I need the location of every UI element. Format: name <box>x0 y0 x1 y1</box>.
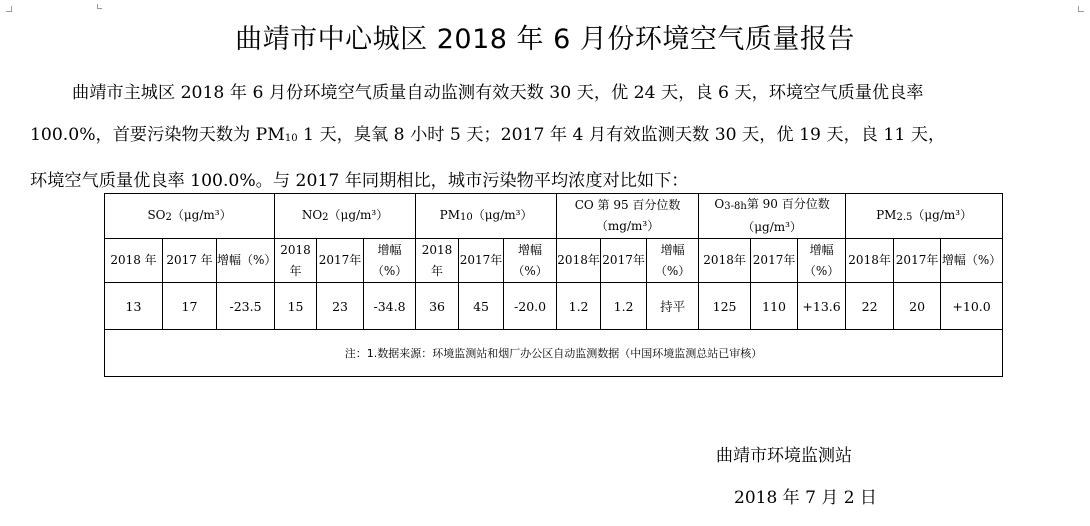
subheader-cell: 2017年 <box>894 239 941 283</box>
subheader-cell: 增幅（%） <box>217 239 275 283</box>
subheader-cell: 2018年 <box>416 239 459 283</box>
subheader-cell: 增幅（%） <box>941 239 1003 283</box>
subheader-cell: 2017 年 <box>163 239 217 283</box>
report-title: 曲靖市中心城区 2018 年 6 月份环境空气质量报告 <box>235 24 855 55</box>
report-paragraph <box>30 72 1080 202</box>
value-cell: +10.0 <box>941 283 1003 330</box>
value-cell: -34.8 <box>364 283 416 330</box>
subheader-cell: 2017年 <box>601 239 647 283</box>
value-cell: 22 <box>846 283 894 330</box>
paragraph-line-3: 环境空气质量优良率 100.0%。与 2017 年同期相比，城市污染物平均浓度对比如下： <box>30 171 689 191</box>
subheader-cell: 2017年 <box>317 239 364 283</box>
table-note-row <box>105 330 1003 377</box>
header-so2: $SO_2(\mu g/m^3)$ <box>105 194 275 239</box>
value-cell: 125 <box>699 283 751 330</box>
subheader-cell: 增幅（%） <box>504 239 557 283</box>
table-year-row <box>105 239 1003 283</box>
header-o3: $O_{3-8h}$第 90 百分位数（μg/m³） <box>699 194 846 239</box>
subheader-cell: 2018年 <box>846 239 894 283</box>
value-cell: 1.2 <box>601 283 647 330</box>
subheader-cell: 增幅（%） <box>647 239 699 283</box>
value-cell: +13.6 <box>798 283 846 330</box>
value-cell: 23 <box>317 283 364 330</box>
report-date: 2018 年 7 月 2 日 <box>734 488 877 508</box>
subheader-cell: 2017年 <box>751 239 798 283</box>
subheader-cell: 2018年 <box>557 239 601 283</box>
subheader-cell: 2018年 <box>699 239 751 283</box>
subheader-cell: 2017年 <box>459 239 504 283</box>
page-corner-mark-left <box>6 6 12 12</box>
subheader-cell: 增幅（%） <box>798 239 846 283</box>
table-values-row <box>105 283 1003 330</box>
value-cell: 45 <box>459 283 504 330</box>
value-cell: 110 <box>751 283 798 330</box>
page-corner-mark-right <box>1078 6 1084 12</box>
subheader-cell: 2018年 <box>275 239 317 283</box>
value-cell: 1.2 <box>557 283 601 330</box>
pm10-subscript: 10 <box>284 133 298 144</box>
value-cell: 持平 <box>647 283 699 330</box>
paragraph-line-2 <box>30 114 1080 160</box>
signature: 曲靖市环境监测站 <box>716 446 852 466</box>
header-no2: $NO_2(\mu g/m^3)$ <box>275 194 416 239</box>
subheader-cell: 2018 年 <box>105 239 163 283</box>
value-cell: 15 <box>275 283 317 330</box>
paragraph-line-2-pre: 100.0%，首要污染物天数为 PM <box>30 125 285 145</box>
paragraph-line-1: 曲靖市主城区 2018 年 6 月份环境空气质量自动监测有效天数 30 天，优 24 天，良 6 天，环境空气质量优良率 <box>72 83 924 103</box>
value-cell: 13 <box>105 283 163 330</box>
value-cell: 17 <box>163 283 217 330</box>
subheader-cell: 增幅（%） <box>364 239 416 283</box>
header-pm10: $PM_{10}(\mu g/m^3)$ <box>416 194 557 239</box>
value-cell: -20.0 <box>504 283 557 330</box>
table-note: 注：1.数据来源：环境监测站和烟厂办公区自动监测数据（中国环境监测总站已审核） <box>105 330 1003 377</box>
pollutant-comparison-table <box>104 193 1003 377</box>
header-co: CO 第 95 百分位数 （mg/m³） <box>557 194 699 239</box>
value-cell: 36 <box>416 283 459 330</box>
page-corner-mark-mid <box>97 4 102 9</box>
header-pm25: $PM_{2.5}(\mu g/m^3)$ <box>846 194 1003 239</box>
value-cell: -23.5 <box>217 283 275 330</box>
table-header-row <box>105 194 1003 239</box>
paragraph-line-2-post: 1 天，臭氧 8 小时 5 天；2017 年 4 月有效监测天数 30 天，优 19 天，良 11 天， <box>297 125 946 145</box>
value-cell: 20 <box>894 283 941 330</box>
